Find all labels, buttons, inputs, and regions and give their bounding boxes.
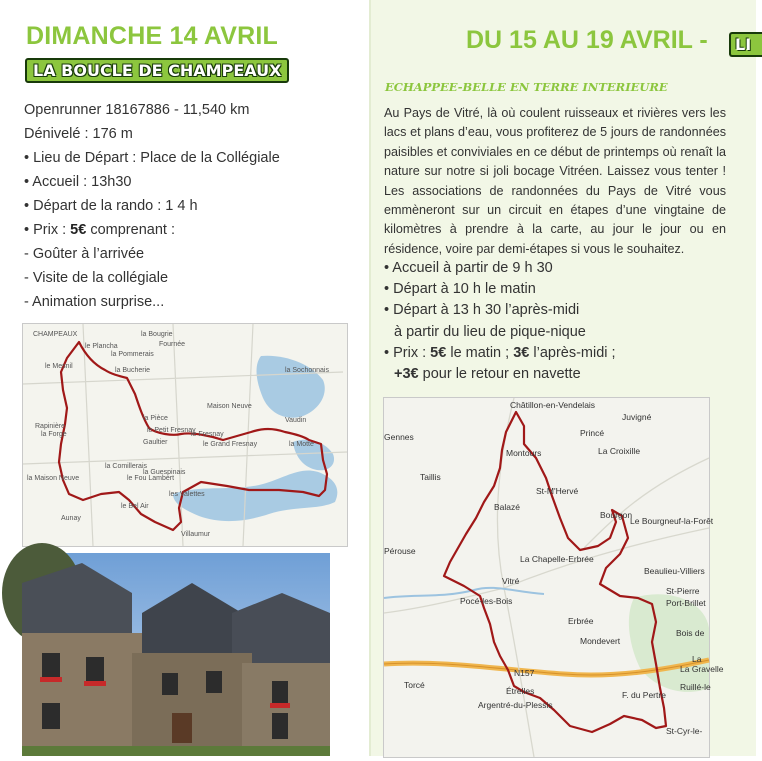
price-item: - Goûter à l’arrivée [24,246,145,262]
map-label: les Valettes [169,491,205,498]
map-label: Gennes [384,432,414,442]
price-prefix: • Prix : [24,222,71,238]
map-label: Ruillé-le [680,682,711,692]
shuttle-text: pour le retour en navette [418,366,581,383]
map-label: Gaultier [143,439,168,446]
map-label: Port-Brillet [666,598,706,608]
right-banner-tail: LI [729,32,762,57]
map-label: la Guespinais [143,469,186,476]
left-info-list [24,98,354,314]
map-label: Mondevert [580,636,621,646]
right-afternoon-place: à partir du lieu de pique-nique [394,323,586,340]
map-label: le Grand Fresnay [203,441,258,448]
map-label: Étrelles [506,686,535,696]
map-label: Erbrée [568,616,594,626]
map-label: Le Bourgneuf-la-Forêt [630,516,714,526]
right-welcome: • Accueil à partir de 9 h 30 [384,260,553,276]
map-label: St-Pierre [666,586,700,596]
info-welcome: • Accueil : 13h30 [24,174,132,190]
price-suffix: comprenant : [86,222,175,238]
map-label: Aunay [61,515,81,522]
price-mid-text: le matin ; [446,344,514,361]
map-label: Châtillon-en-Vendelais [510,400,596,410]
map-label: Balazé [494,502,520,512]
map-label: Pérouse [384,546,416,556]
info-start-time: • Départ de la rando : 1 4 h [24,198,198,214]
right-morning-start: • Départ à 10 h le matin [384,281,536,298]
price-item: - Animation surprise... [24,294,165,310]
collegiale-photo [22,553,330,756]
map-label: Taillis [420,472,441,482]
map-label: le Plancha [85,343,118,350]
price-after-text: l’après-midi ; [529,344,616,361]
map-label: Rapinière [35,423,65,430]
map-label: Princé [580,428,605,438]
vitre-route-map [383,397,724,758]
map-label: Torcé [404,680,425,690]
map-label: Bois de [676,628,705,638]
right-price [384,343,734,364]
right-price-prefix: • Prix : [384,344,431,361]
price-item: - Visite de la collégiale [24,270,169,286]
map-label: la Bougrie [141,331,173,338]
map-label: le Fresnay [191,431,224,438]
map-label: F. du Pertre [622,690,666,700]
info-price [24,218,354,242]
price-afternoon: 3€ [513,344,530,361]
map-label: Fournée [159,341,186,348]
map-label: La Chapelle-Erbrée [520,554,594,564]
map-label: N157 [514,668,535,678]
champeaux-route-map [22,323,348,547]
right-shuttle [384,364,734,385]
right-info-list [384,258,734,385]
map-label: la Pommerais [111,351,154,358]
map-label: La Gravelle [680,664,724,674]
map-label: la Pièce [143,415,168,422]
right-title: DU 15 AU 19 AVRIL - [466,26,708,54]
right-afternoon-start: • Départ à 13 h 30 l’après-midi [384,302,580,319]
map-label: Villaumur [181,531,211,538]
map-label: Vitré [502,576,520,586]
map-label: le Bel Air [121,503,149,510]
info-start-place: • Lieu de Départ : Place de la Collégiale [24,150,280,166]
map-label: Juvigné [622,412,652,422]
map-label: la Bucherie [115,367,151,374]
left-banner: LA BOUCLE DE CHAMPEAUX [25,58,289,83]
map-label: la Maison Neuve [27,475,80,482]
map-label: Argentré-du-Plessis [478,700,553,710]
map-label: La [692,654,702,664]
map-label: la Sochonnais [285,367,329,374]
map-label: St-M'Hervé [536,486,579,496]
map-label: le Petit Fresnay [147,427,196,434]
shuttle-price: +3€ [394,366,419,383]
map-label: la Forge [41,431,67,438]
price-value: 5€ [70,222,87,238]
map-label: la Motte [289,441,314,448]
page-fold [369,0,371,756]
map-label: Pocé-les-Bois [460,596,513,606]
map-label: la Comillerais [105,463,148,470]
map-label: le Mesnil [45,363,73,370]
map-label: Bourgon [600,510,633,520]
map-label: CHAMPEAUX [33,331,78,338]
right-subtitle: ECHAPPEE-BELLE EN TERRE INTERIEURE [385,80,668,94]
left-title: DIMANCHE 14 AVRIL [26,22,279,50]
map-label: Beaulieu-Villiers [644,566,705,576]
price-morning: 5€ [430,344,447,361]
map-label: le Fou Lambert [127,475,175,482]
info-elevation: Dénivelé : 176 m [24,126,133,142]
map-label: Vaudin [285,417,307,424]
info-openrunner: Openrunner 18167886 - 11,540 km [24,102,250,118]
map-label: Maison Neuve [207,403,252,410]
right-paragraph: Au Pays de Vitré, là où coulent ruisseaux et rivières vers les lacs et plans d’eau, vous profiterez de 5 jours de randonnées paisibles et conviviales en ce début de printemps où renaît la nature sur notre si joli bocage Vitréen. Laissez vous tenter ! Les associations de randonnées du Pays de Vitré vous emmèneront sur un circuit en étapes d’une vingtaine de kilomètres à prendre à la carte, au jour le jour ou en résidence, voire par demi-étapes si vous le souhaitez. [384,106,726,256]
map-label: La Croixille [598,446,641,456]
map-label: Montours [506,448,542,458]
map-label: St-Cyr-le- [666,726,703,736]
